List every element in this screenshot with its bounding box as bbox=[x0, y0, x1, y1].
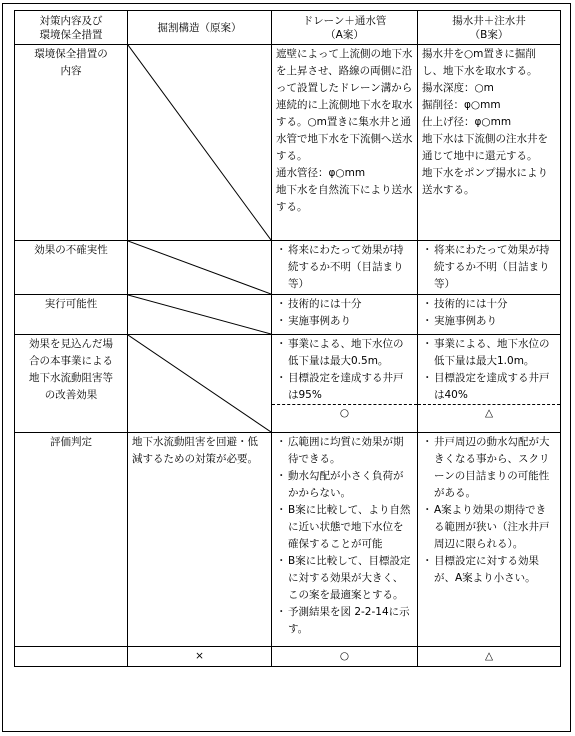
bullet-item bbox=[276, 502, 413, 553]
row-content-label-line1: 環境保全措置の bbox=[34, 48, 108, 60]
bullet-mark: ・ bbox=[276, 470, 287, 482]
diagonal-cell bbox=[128, 241, 272, 295]
bullet-mark: ・ bbox=[276, 504, 287, 516]
bullet-mark: ・ bbox=[276, 606, 287, 618]
effect-plan-a bbox=[272, 335, 418, 433]
content-plan-b-depth: 揚水深度：○m bbox=[422, 82, 494, 94]
bullet-text: 目標設定に対する効果が、A案より小さい。 bbox=[434, 555, 539, 584]
row-effect bbox=[15, 335, 561, 433]
bullet-item bbox=[276, 370, 413, 404]
evaluation-plan-a bbox=[272, 433, 418, 647]
effect-plan-b bbox=[418, 335, 561, 433]
content-plan-b-pump: 地下水をポンプ揚水により送水する。 bbox=[422, 167, 548, 196]
feasibility-plan-a bbox=[272, 295, 418, 335]
bullet-mark: ・ bbox=[276, 436, 287, 448]
row-content-label-line2: 内容 bbox=[60, 65, 82, 77]
bullet-mark: ・ bbox=[422, 372, 433, 384]
bullet-text: 目標設定を達成する井戸は40% bbox=[434, 372, 550, 401]
bullet-item bbox=[276, 434, 413, 468]
header-item-line1: 対策内容及び bbox=[39, 14, 103, 27]
uncertainty-plan-a bbox=[272, 241, 418, 295]
header-plan-b-line1: 揚水井＋注水井 bbox=[452, 14, 526, 27]
bullet-item bbox=[276, 336, 413, 370]
bullet-mark: ・ bbox=[276, 372, 287, 384]
header-plan-a bbox=[272, 11, 418, 45]
bullet-mark: ・ bbox=[276, 555, 287, 567]
bullet-text: B案に比較して、目標設定に対する効果が大きく、この案を最適案とする。 bbox=[288, 555, 411, 601]
diagonal-cell bbox=[128, 295, 272, 335]
content-plan-b-finish: 仕上げ径：φ○mm bbox=[422, 116, 512, 128]
bullet-mark: ・ bbox=[422, 338, 433, 350]
row-content-label bbox=[15, 45, 128, 241]
rating-mark-plan-a: ○ bbox=[339, 650, 350, 662]
bullet-item bbox=[422, 370, 556, 404]
content-plan-a-flow: 地下水を自然流下により送水する。 bbox=[276, 184, 413, 213]
bullet-item bbox=[422, 553, 556, 587]
bullet-item bbox=[276, 553, 413, 604]
comparison-table bbox=[14, 10, 561, 667]
bullet-mark: ・ bbox=[422, 555, 433, 567]
row-effect-label-line3: 地下水流動阻害等 bbox=[29, 372, 113, 384]
rating-mark-plan-a: ○ bbox=[272, 404, 417, 422]
bullet-item bbox=[276, 468, 413, 502]
row-feasibility bbox=[15, 295, 561, 335]
bullet-text: 技術的には十分 bbox=[288, 298, 362, 310]
bullet-text: 動水勾配が小さく負荷がかからない。 bbox=[288, 470, 404, 499]
bullet-text: 目標設定を達成する井戸は95% bbox=[288, 372, 404, 401]
bullet-item bbox=[422, 502, 556, 553]
diagonal-line bbox=[128, 45, 271, 240]
bullet-item bbox=[422, 313, 556, 330]
content-plan-a bbox=[272, 45, 418, 241]
row-evaluation-label: 評価判定 bbox=[15, 433, 128, 647]
diagonal-line bbox=[128, 335, 271, 432]
header-plan-a-line2: （A案） bbox=[325, 28, 364, 41]
evaluation-mark-spacer bbox=[15, 647, 128, 667]
bullet-mark: ・ bbox=[276, 298, 287, 310]
bullet-mark: ・ bbox=[422, 504, 433, 516]
content-plan-b-return: 地下水は下流側の注水井を通じて地中に還元する。 bbox=[422, 133, 548, 162]
bullet-item bbox=[422, 242, 556, 293]
bullet-item bbox=[422, 434, 556, 502]
evaluation-original: 地下水流動阻害を回避・低減するための対策が必要。 bbox=[128, 433, 272, 647]
bullet-item bbox=[422, 296, 556, 313]
header-item-line2: 環境保全措置 bbox=[39, 28, 103, 41]
header-item bbox=[15, 11, 128, 45]
bullet-item bbox=[276, 313, 413, 330]
bullet-item bbox=[422, 336, 556, 370]
diagonal-line bbox=[128, 241, 271, 294]
bullet-mark: ・ bbox=[276, 315, 287, 327]
row-content bbox=[15, 45, 561, 241]
row-effect-label bbox=[15, 335, 128, 433]
bullet-text: 将来にわたって効果が持続するか不明（目詰まり等） bbox=[434, 244, 550, 290]
bullet-text: B案に比較して、より自然に近い状態で地下水位を確保することが可能 bbox=[288, 504, 411, 550]
row-effect-label-line2: 合の本事業による bbox=[29, 355, 113, 367]
bullet-text: 実施事例あり bbox=[434, 315, 497, 327]
rating-mark-original: × bbox=[195, 650, 204, 662]
content-plan-a-text: 遮壁によって上流側の地下水を上昇させ、路線の両側に沿って設置したドレーン溝から連続的に上流側地下水を取水する。○m置きに集水井と通水管で地下水を下流側へ送水する。 bbox=[276, 48, 413, 162]
bullet-text: 実施事例あり bbox=[288, 315, 351, 327]
bullet-text: 技術的には十分 bbox=[434, 298, 508, 310]
uncertainty-plan-b bbox=[418, 241, 561, 295]
row-uncertainty-label: 効果の不確実性 bbox=[15, 241, 128, 295]
evaluation-mark-original bbox=[128, 647, 272, 667]
content-plan-b-text: 揚水井を○m置きに掘削し、地下水を取水する。 bbox=[422, 48, 538, 77]
row-feasibility-label: 実行可能性 bbox=[15, 295, 128, 335]
content-plan-b-diameter: 掘削径：φ○mm bbox=[422, 99, 501, 111]
bullet-item bbox=[276, 604, 413, 638]
bullet-text: A案より効果の期待できる範囲が狭い（注水井戸周辺に限られる）。 bbox=[434, 504, 550, 550]
bullet-item bbox=[276, 242, 413, 293]
evaluation-mark-plan-a bbox=[272, 647, 418, 667]
evaluation-plan-b bbox=[418, 433, 561, 647]
bullet-text: 井戸周辺の動水勾配が大きくなる事から、スクリーンの目詰まりの可能性がある。 bbox=[434, 436, 550, 499]
content-plan-b bbox=[418, 45, 561, 241]
bullet-mark: ・ bbox=[276, 338, 287, 350]
header-original: 掘割構造（原案） bbox=[128, 11, 272, 45]
bullet-item bbox=[276, 296, 413, 313]
header-plan-a-line1: ドレーン＋通水管 bbox=[302, 14, 387, 27]
diagonal-cell bbox=[128, 335, 272, 433]
header-plan-b bbox=[418, 11, 561, 45]
bullet-mark: ・ bbox=[422, 315, 433, 327]
diagonal-cell bbox=[128, 45, 272, 241]
bullet-text: 広範囲に均質に効果が期待できる。 bbox=[288, 436, 404, 465]
row-evaluation bbox=[15, 433, 561, 647]
bullet-mark: ・ bbox=[276, 244, 287, 256]
content-plan-a-pipe: 通水管径：φ○mm bbox=[276, 167, 366, 179]
bullet-text: 将来にわたって効果が持続するか不明（目詰まり等） bbox=[288, 244, 404, 290]
evaluation-mark-plan-b bbox=[418, 647, 561, 667]
row-effect-label-line1: 効果を見込んだ場 bbox=[29, 338, 113, 350]
diagonal-line bbox=[128, 295, 271, 334]
feasibility-plan-b bbox=[418, 295, 561, 335]
header-row bbox=[15, 11, 561, 45]
bullet-text: 事業による、地下水位の低下量は最大0.5m。 bbox=[288, 338, 404, 367]
row-evaluation-marks bbox=[15, 647, 561, 667]
bullet-text: 事業による、地下水位の低下量は最大1.0m。 bbox=[434, 338, 550, 367]
bullet-mark: ・ bbox=[422, 436, 433, 448]
rating-mark-plan-b: △ bbox=[484, 650, 494, 662]
row-effect-label-line4: の改善効果 bbox=[44, 389, 98, 401]
header-plan-b-line2: （B案） bbox=[469, 28, 509, 41]
rating-mark-plan-b: △ bbox=[418, 404, 560, 422]
row-uncertainty bbox=[15, 241, 561, 295]
bullet-mark: ・ bbox=[422, 244, 433, 256]
bullet-mark: ・ bbox=[422, 298, 433, 310]
bullet-text: 予測結果を図 2-2-14に示す。 bbox=[288, 606, 410, 635]
